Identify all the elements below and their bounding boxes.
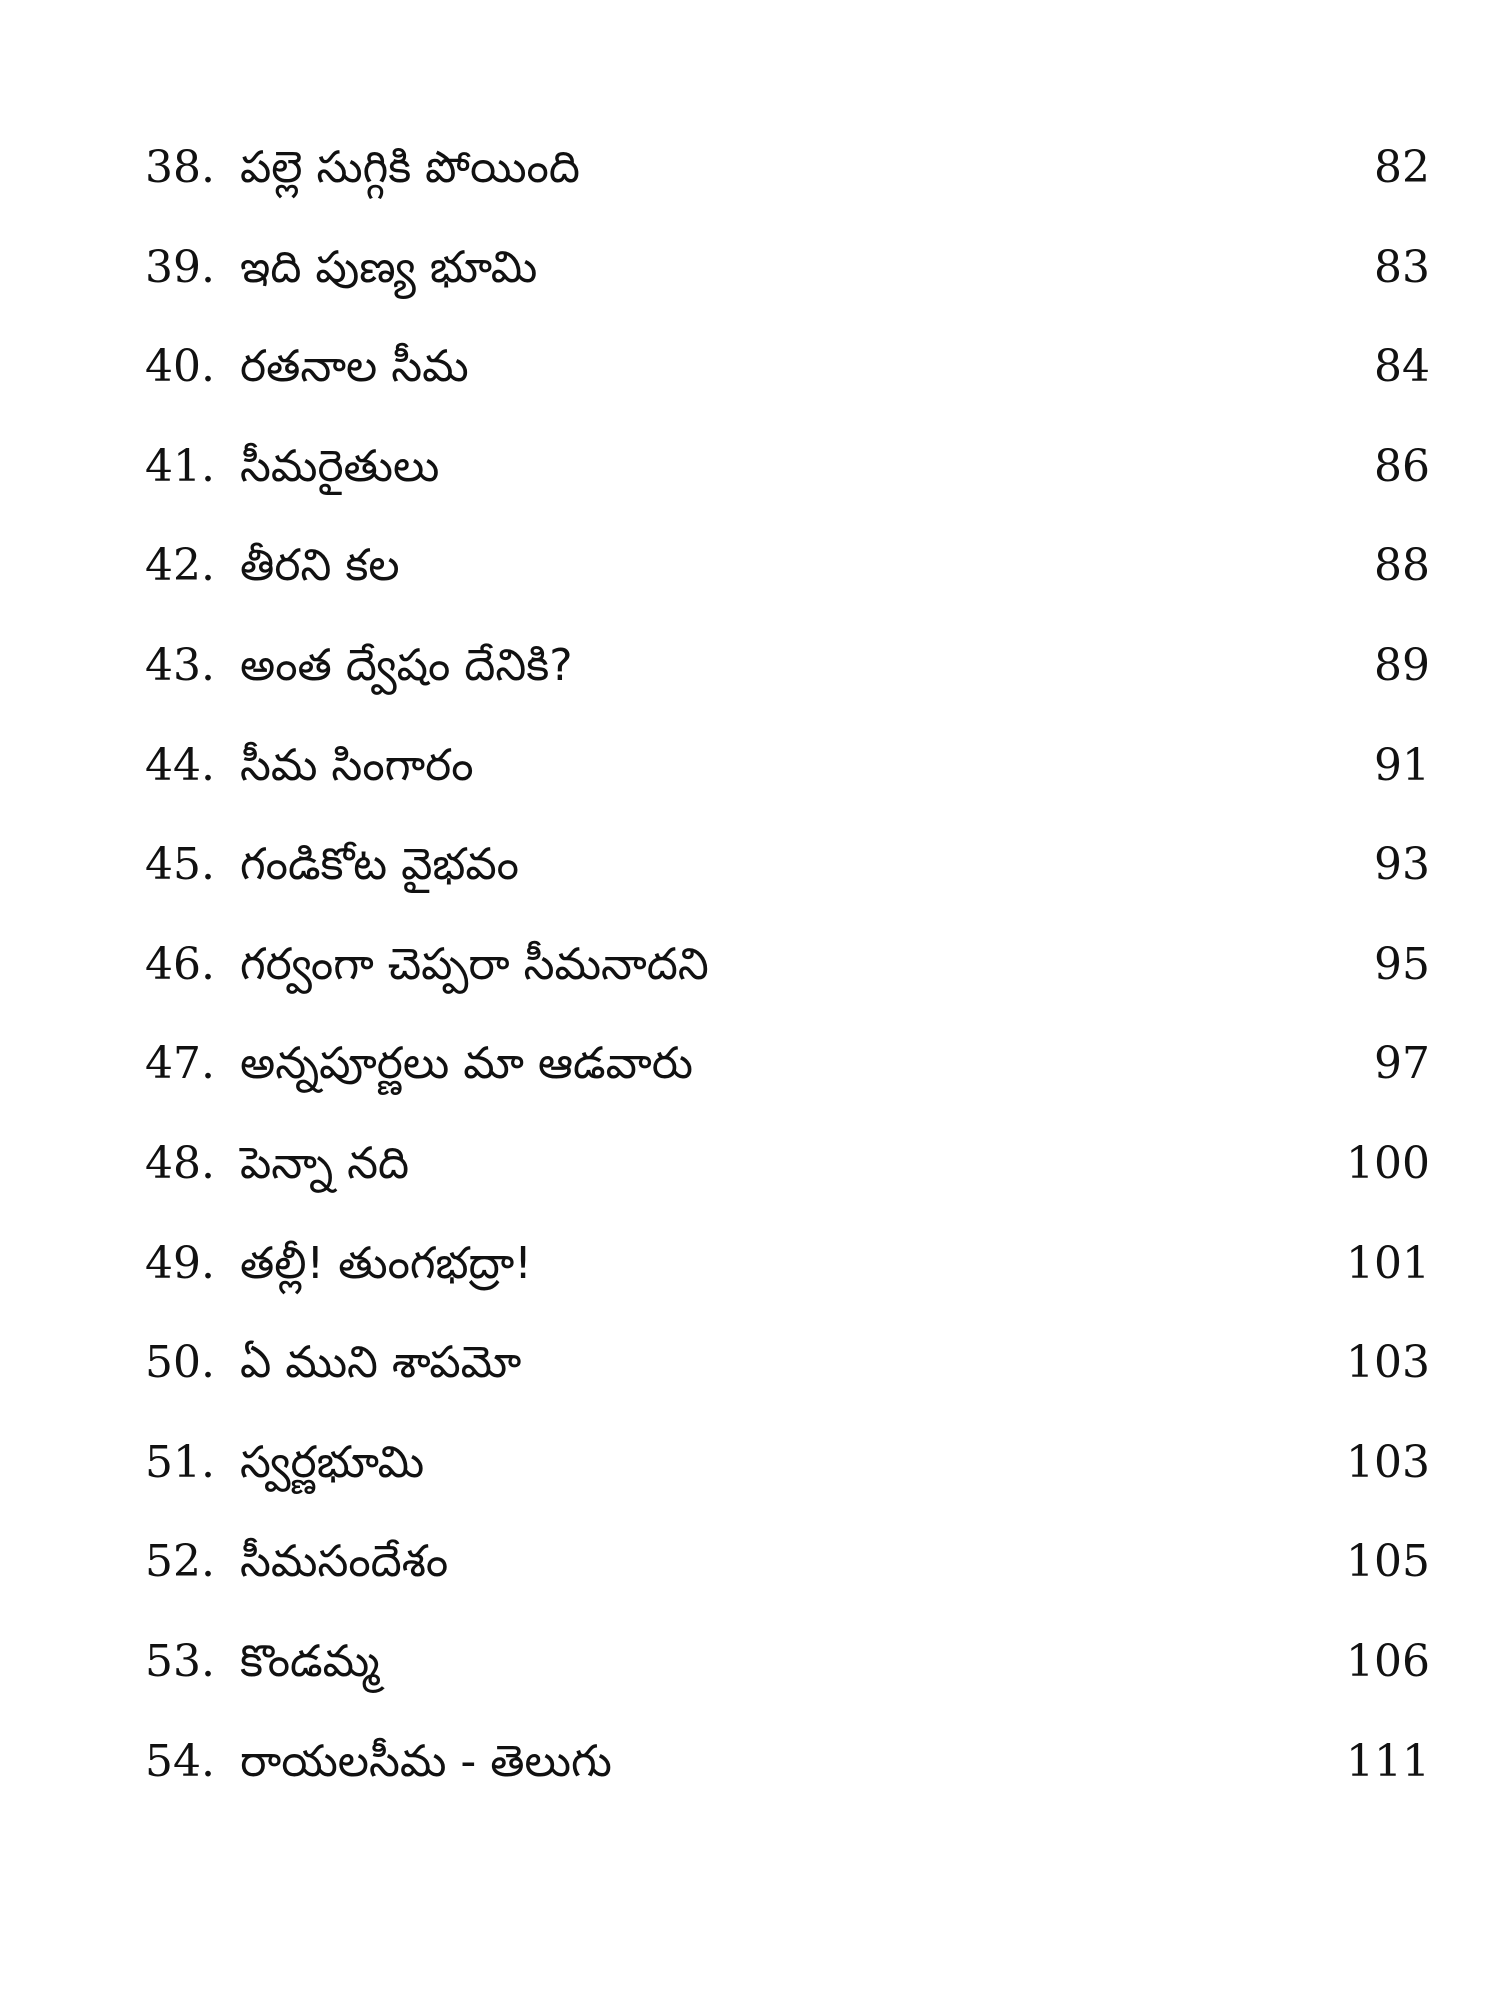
entry-page-number: 103 (1346, 1337, 1430, 1389)
entry-title: ఏ ముని శాపమో (240, 1337, 522, 1389)
entry-number: 48. (145, 1137, 215, 1189)
entry-number: 54. (145, 1735, 215, 1787)
entry-page-number: 95 (1374, 938, 1430, 990)
entry-page-number: 82 (1374, 142, 1430, 193)
entry-page-number: 100 (1346, 1137, 1430, 1189)
entry-page-number: 111 (1346, 1735, 1430, 1787)
entry-title: తల్లీ! తుంగభద్రా! (240, 1237, 532, 1289)
entry-title: పల్లె సుగ్గికి పోయింది (240, 142, 580, 193)
entry-page-number: 91 (1374, 739, 1430, 791)
entry-number: 52. (145, 1536, 215, 1588)
toc-entry (110, 228, 1430, 328)
entry-page-number: 105 (1346, 1536, 1430, 1588)
toc-list (110, 128, 1430, 1821)
entry-page-number: 93 (1374, 839, 1430, 891)
entry-page-number: 97 (1374, 1038, 1430, 1090)
toc-entry (110, 1522, 1430, 1622)
entry-title: అంత ద్వేషం దేనికి? (240, 639, 573, 691)
entry-number: 40. (145, 341, 215, 393)
entry-page-number: 89 (1374, 639, 1430, 691)
toc-entry (110, 1323, 1430, 1423)
entry-page-number: 86 (1374, 440, 1430, 492)
entry-page-number: 103 (1346, 1436, 1430, 1488)
toc-entry (110, 1224, 1430, 1324)
entry-number: 46. (145, 938, 215, 990)
toc-entry (110, 1124, 1430, 1224)
entry-number: 38. (145, 142, 215, 193)
entry-number: 51. (145, 1436, 215, 1488)
toc-entry (110, 526, 1430, 626)
entry-title: గర్వంగా చెప్పరా సీమనాదని (240, 938, 709, 990)
toc-entry (110, 1722, 1430, 1822)
toc-entry (110, 128, 1430, 228)
entry-title: సీమ సింగారం (240, 739, 474, 791)
entry-title: గండికోట వైభవం (240, 839, 519, 891)
toc-entry (110, 427, 1430, 527)
toc-entry (110, 626, 1430, 726)
entry-title: పెన్నా నది (240, 1137, 410, 1189)
toc-entry (110, 1423, 1430, 1523)
entry-number: 44. (145, 739, 215, 791)
entry-number: 41. (145, 440, 215, 492)
entry-title: స్వర్ణభూమి (240, 1436, 425, 1488)
toc-entry (110, 1024, 1430, 1124)
entry-page-number: 106 (1346, 1635, 1430, 1687)
toc-entry (110, 925, 1430, 1025)
toc-entry (110, 327, 1430, 427)
entry-title: సీమసందేశం (240, 1536, 449, 1588)
entry-page-number: 84 (1374, 341, 1430, 393)
entry-page-number: 101 (1346, 1237, 1430, 1289)
toc-entry (110, 825, 1430, 925)
entry-title: అన్నపూర్ణలు మా ఆడవారు (240, 1038, 694, 1090)
toc-entry (110, 726, 1430, 826)
entry-number: 50. (145, 1337, 215, 1389)
entry-page-number: 88 (1374, 540, 1430, 592)
entry-number: 49. (145, 1237, 215, 1289)
entry-number: 45. (145, 839, 215, 891)
entry-page-number: 83 (1374, 241, 1430, 293)
entry-title: సీమరైతులు (240, 440, 440, 492)
entry-number: 47. (145, 1038, 215, 1090)
entry-title: కొండమ్మ (240, 1635, 380, 1687)
entry-number: 42. (145, 540, 215, 592)
entry-number: 53. (145, 1635, 215, 1687)
entry-title: రాయలసీమ - తెలుగు (240, 1735, 612, 1787)
entry-title: తీరని కల (240, 540, 400, 592)
entry-number: 39. (145, 241, 215, 293)
toc-entry (110, 1622, 1430, 1722)
entry-title: రతనాల సీమ (240, 341, 469, 393)
entry-title: ఇది పుణ్య భూమి (240, 241, 538, 293)
entry-number: 43. (145, 639, 215, 691)
